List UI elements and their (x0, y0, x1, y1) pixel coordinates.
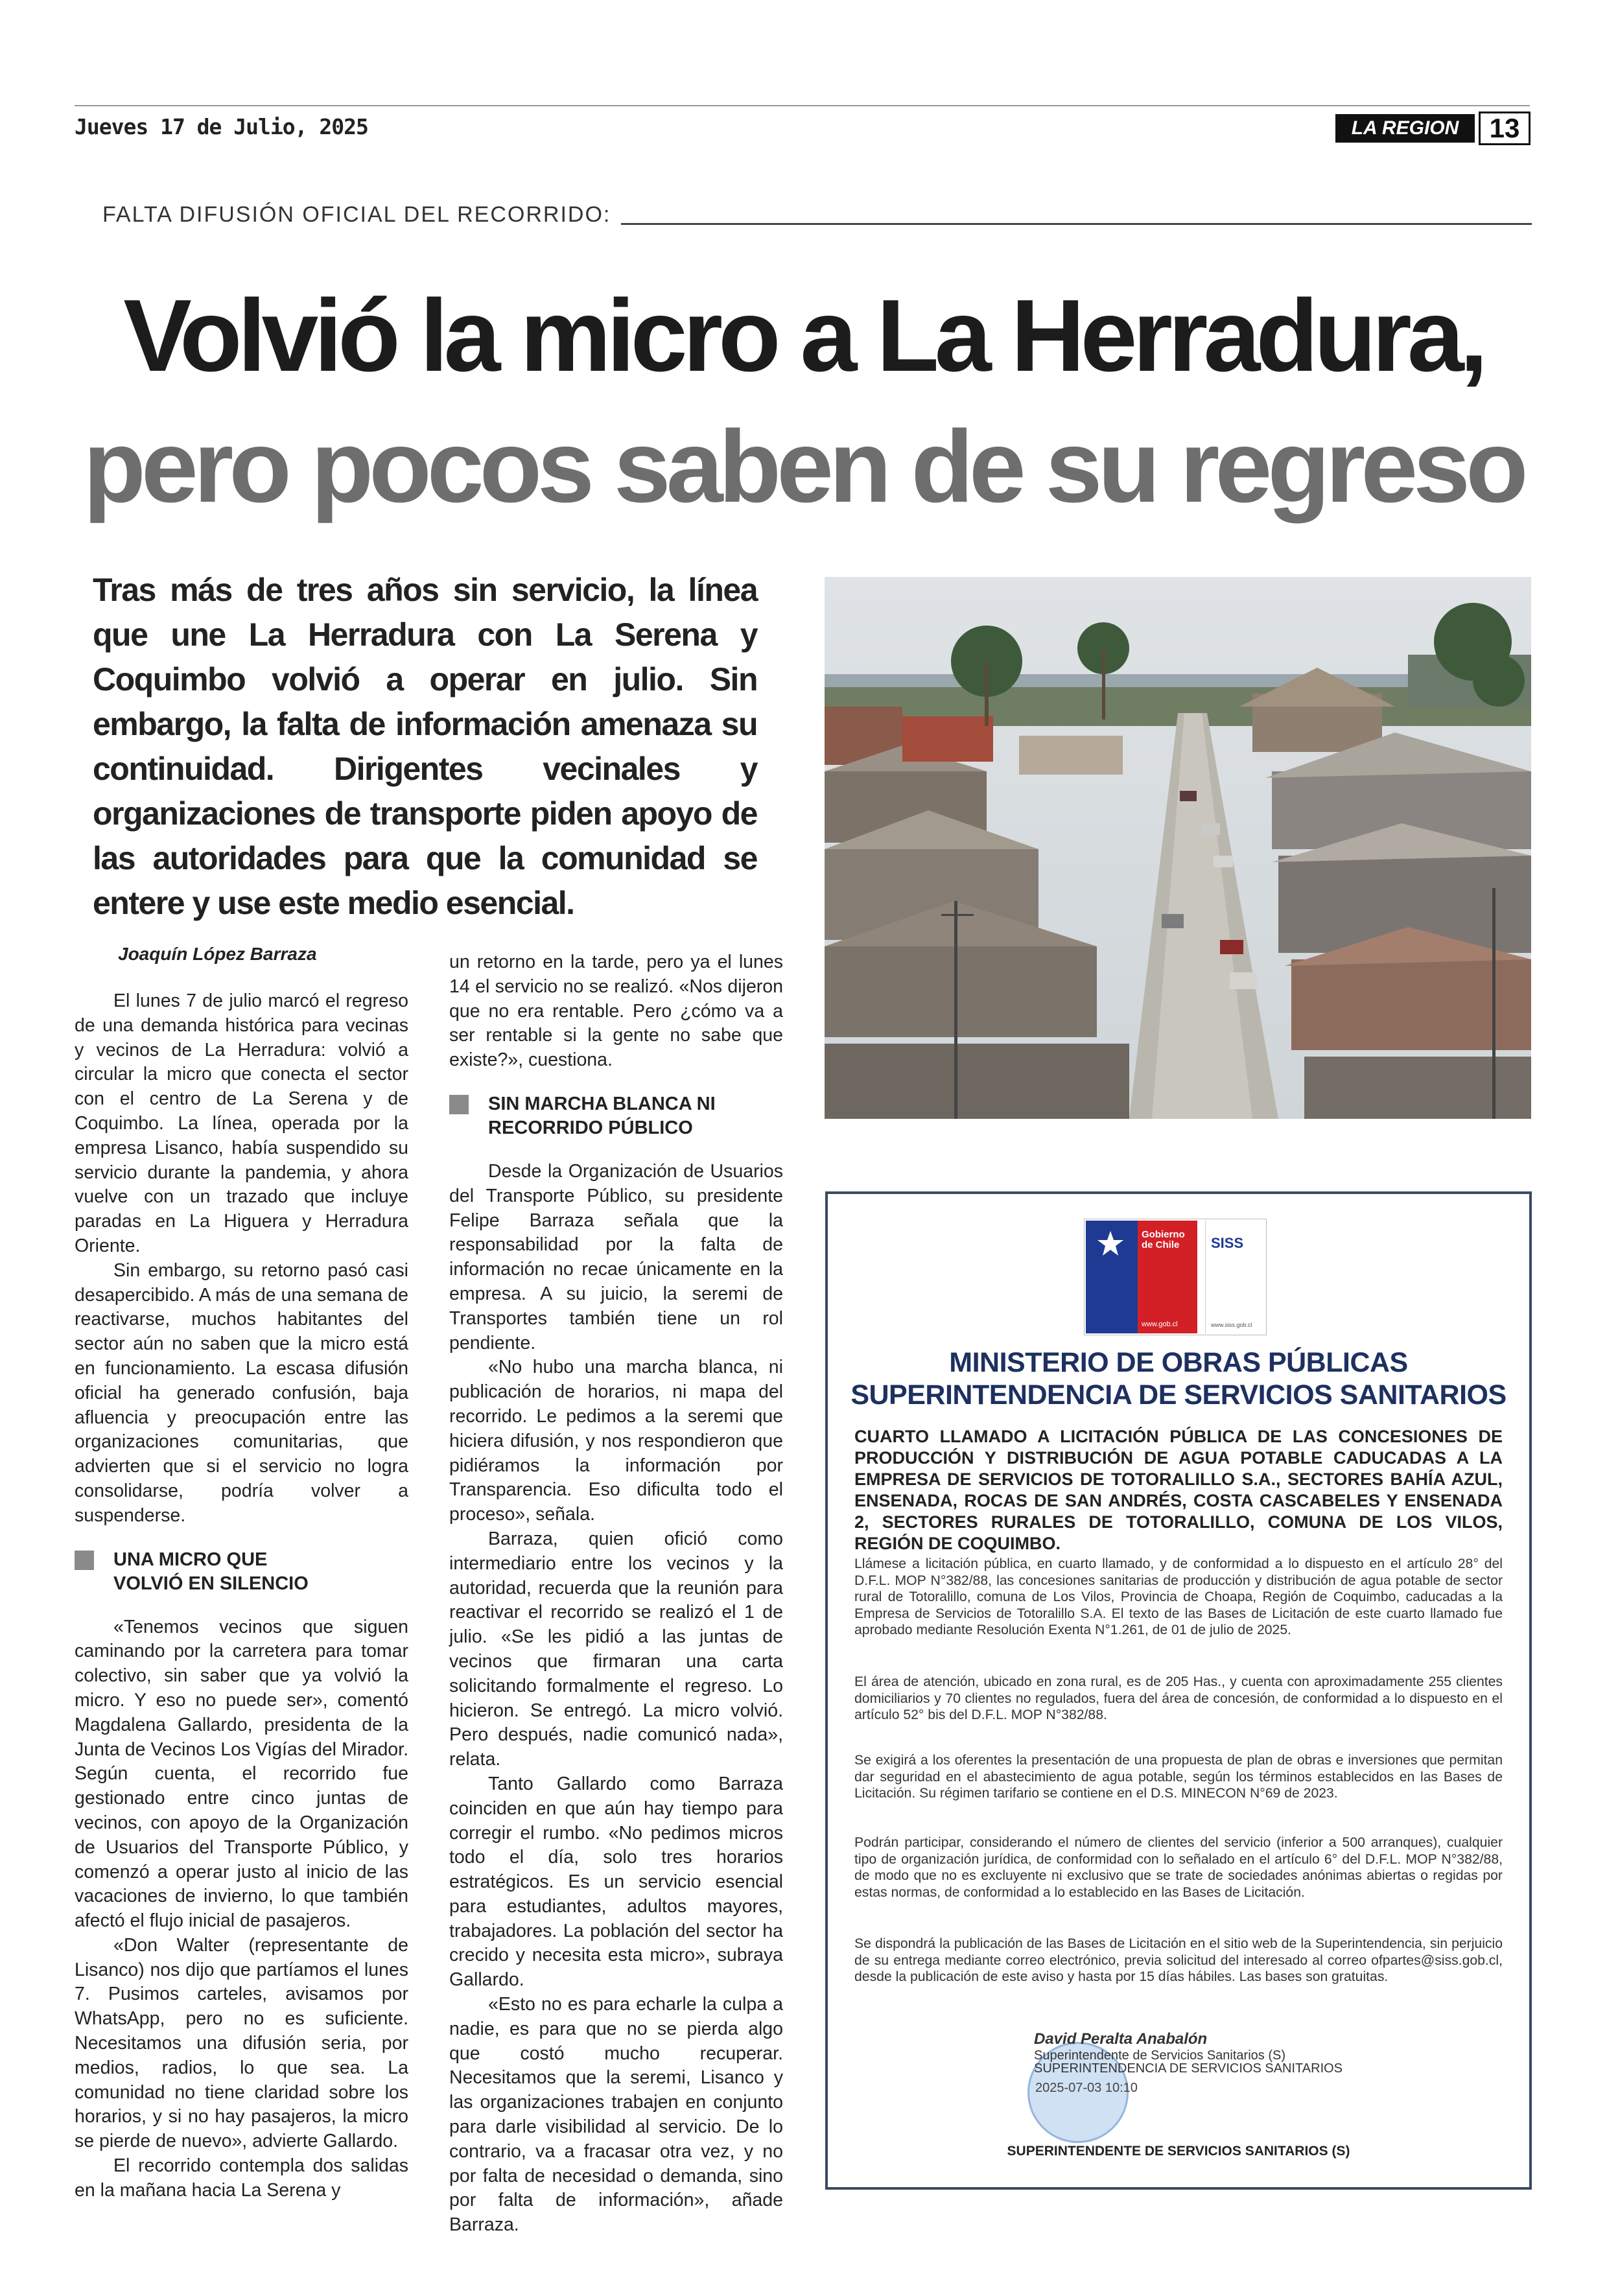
issue-date: Jueves 17 de Julio, 2025 (75, 114, 368, 139)
header-rule (75, 105, 1530, 106)
body-column-1 (75, 989, 408, 2203)
notice-paragraph: El área de atención, ubicado en zona rural, es de 205 Has., y cuenta con aproximadamente 255 clientes domiciliarios y 70 clientes no regulados, fuera del área de concesión, de conformidad a lo dispuesto en el artículo 52° bis del D.F.L. MOP N°382/88. (854, 1674, 1503, 1722)
paragraph: El lunes 7 de julio marcó el regreso de una demanda histórica para vecinas y vecinos de La Herradura: volvió a circular la micro que conecta el sector con el centro de La Serena y de Coquimbo. La línea, operada por la empresa Lisanco, había suspendido su servicio durante la pandemia, y ahora vuelve con un trazado que incluye paradas en La Higuera y Herradura Oriente. (75, 990, 408, 1256)
headline-line-1: Volvió la micro a La Herradura, (123, 279, 1484, 393)
logo-gob-url: www.gob.cl (1142, 1320, 1178, 1328)
subhead-1 (75, 1551, 408, 1596)
square-bullet-icon (449, 1095, 469, 1114)
notice-paragraph: Se exigirá a los oferentes la presentación de una propuesta de plan de obras e inversiones que permitan dar seguridad en el abastecimiento de agua potable, según los términos establecidos en las Bases de Licitación. Su régimen tarifario se contiene en el D.S. MINECON N°69 de 2023. (854, 1753, 1503, 1801)
notice-heading: CUARTO LLAMADO A LICITACIÓN PÚBLICA DE LAS CONCESIONES DE PRODUCCIÓN Y DISTRIBUCIÓN DE AGUA POTABLE CADUCADAS A LA EMPRESA DE SERVICIOS DE TOTORALILLO S.A., SECTORES BAHÍA AZUL, ENSENADA, ROCAS DE SAN ANDRÉS, COSTA CASCABELES Y ENSENADA 2, SECTORES RURALES DE TOTORALILLO, COMUNA DE LOS VILOS, REGIÓN DE COQUIMBO. (854, 1427, 1503, 1553)
paragraph: «Esto no es para echarle la culpa a nadie, es para que no se pierda algo que costó mucho recuperar. Necesitamos que la seremi, Lisanco y las organizaciones trabajen en conjunto para darle visibilidad al servicio. De lo contrario, va a fracasar otra vez, y no por falta de necesidad o demanda, sino por falta de información», añade Barraza. (449, 1994, 783, 2236)
lead-paragraph: Tras más de tres años sin servicio, la línea que une La Herradura con La Serena y Coquimbo volvió a operar en julio. Sin embargo, la falta de información amenaza su continuidad. Dirigentes vecinales y organizaciones de transporte piden apoyo de las autoridades para que la comunidad se entere y use este medio esencial. (93, 572, 757, 921)
kicker: FALTA DIFUSIÓN OFICIAL DEL RECORRIDO: (102, 202, 611, 227)
signer-name: David Peralta Anabalón (1034, 2030, 1208, 2048)
publication-name: LA REGION (1335, 114, 1475, 143)
notice-paragraph: Podrán participar, considerando el número de clientes del servicio (inferior a 500 arranques), cualquier tipo de organización jurídica, de conformidad con lo señalado en el artículo 6° del D.F.L. MOP N°382/88, de modo que no es excluyente ni exclusivo que se trate de sociedades anónimas abiertas o regidas por estas normas, de conformidad a lo establecido en las Bases de Licitación. (854, 1835, 1503, 1900)
ministry-name: MINISTERIO DE OBRAS PÚBLICAS (949, 1347, 1408, 1378)
gob-chile-logo-blue (1086, 1221, 1138, 1333)
byline: Joaquín López Barraza (118, 944, 317, 964)
subhead-1-line-1: UNA MICRO QUE (113, 1549, 268, 1570)
headline-line-2: pero pocos saben de su regreso (83, 410, 1524, 524)
notice-paragraph: Se dispondrá la publicación de las Bases de Licitación en el sitio web de la Superintendencia, sin perjuicio de su entrega mediante correo electrónico, previa solicitud del interesado al correo ofpartes@siss.gob.cl, desde la publicación de este aviso y hasta por 15 días hábiles. Las bases son gratuitas. (854, 1936, 1503, 1984)
signer-title: Superintendente de Servicios Sanitarios (S) (1034, 2048, 1285, 2063)
paragraph: un retorno en la tarde, pero ya el lunes 14 el servicio no se realizó. «Nos dijeron que no era rentable. Pero ¿cómo va a ser rentable si la gente no sabe que existe?», cuestiona. (449, 952, 783, 1071)
logo-gob-line-2: de Chile (1142, 1239, 1180, 1250)
subhead-1-line-2: VOLVIÓ EN SILENCIO (113, 1573, 309, 1594)
kicker-rule (621, 223, 1532, 225)
body-column-2 (449, 950, 783, 2238)
logo-block (1084, 1219, 1267, 1335)
siss-logo-url: www.siss.gob.cl (1211, 1322, 1252, 1328)
notice-paragraph: Llámese a licitación pública, en cuarto llamado, y de conformidad a lo dispuesto en el artículo 28° del D.F.L. MOP N°382/88, las concesiones sanitarias de producción y distribución de agua potable de sector rural de Totoralillo, comuna de Los Vilos, Provincia de Choapa, Región de Coquimbo, caducadas a la Empresa de Servicios de Totoralillo S.A. El texto de las Bases de Licitación de este cuarto llamado fue aprobado mediante Resolución Exenta N°1.261, de 01 de julio de 2025. (854, 1556, 1503, 1637)
logo-gob-line-1: Gobierno (1142, 1229, 1185, 1240)
siss-logo-text: SISS (1211, 1235, 1244, 1251)
notice-footer: SUPERINTENDENTE DE SERVICIOS SANITARIOS (S) (1007, 2144, 1350, 2159)
paragraph: Tanto Gallardo como Barraza coinciden en que aún hay tiempo para corregir el rumbo. «No pedimos micros todo el día, solo tres horarios estratégicos. Es un servicio esencial para estudiantes, adultos mayores, trabajadores. La población del sector ha crecido y necesita esta micro», subraya Gallardo. (449, 1773, 783, 1991)
signer-org: SUPERINTENDENCIA DE SERVICIOS SANITARIOS (1034, 2061, 1343, 2076)
coat-of-arms-icon (1095, 1230, 1126, 1259)
paragraph: El recorrido contempla dos salidas en la mañana hacia La Serena y (75, 2155, 408, 2201)
paragraph: Desde la Organización de Usuarios del Transporte Público, su presidente Felipe Barraza señala que la responsabilidad por la falta de información no recae únicamente en la empresa. A su juicio, la seremi de Transportes también tiene un rol pendiente. (449, 1160, 783, 1353)
signature-date: 2025-07-03 10:10 (1035, 2081, 1138, 2095)
paragraph: Barraza, quien ofició como intermediario entre los vecinos y la autoridad, recuerda que la reunión para reactivar el recorrido se realizó el 1 de julio. «Se les pidió a las juntas de vecinos que firmaran una carta solicitando formalmente el regreso. Lo hicieron. Se entregó. La micro volvió. Pero después, nadie comunicó nada», relata. (449, 1528, 783, 1770)
paragraph: Sin embargo, su retorno pasó casi desapercibido. A más de una semana de reactivarse, muchos habitantes del sector aún no saben que la micro está en funcionamiento. La escasa difusión oficial ha generado confusión, baja afluencia y preocupación entre las organizaciones comunitarias, que advierten que si el servicio no logra consolidarse, podría volver a suspenderse. (75, 1259, 408, 1526)
gob-chile-logo-red (1138, 1221, 1197, 1333)
siss-logo (1205, 1221, 1264, 1333)
page-number: 13 (1479, 111, 1531, 145)
superintendency-name: SUPERINTENDENCIA DE SERVICIOS SANITARIOS (850, 1379, 1507, 1411)
subhead-2-line-2: RECORRIDO PÚBLICO (488, 1117, 693, 1138)
square-bullet-icon (75, 1551, 94, 1570)
paragraph: «No hubo una marcha blanca, ni publicación de horarios, ni mapa del recorrido. Le pedimos a la seremi que hiciera difusión, y nos respondieron que pidiéramos la información por Transparencia. Eso dificulta todo el proceso», señala. (449, 1357, 783, 1525)
paragraph: «Tenemos vecinos que siguen caminando por la carretera para tomar colectivo, sin saber que ya volvió la micro. Y eso no puede ser», comentó Magdalena Gallardo, presidenta de la Junta de Vecinos Los Vigías del Mirador. Según cuenta, el recorrido fue gestionado entre cinco juntas de vecinos, con apoyo de la Organización de Usuarios del Transporte Público, y comenzó a operar justo al inicio de las vacaciones de invierno, lo que también afectó el flujo inicial de pasajeros. (75, 1616, 408, 1932)
subhead-2-line-1: SIN MARCHA BLANCA NI (488, 1093, 716, 1114)
paragraph: «Don Walter (representante de Lisanco) nos dijo que partíamos el lunes 7. Pusimos carteles, avisamos por WhatsApp, pero no es suficiente. Necesitamos una difusión seria, por medios, radios, lo que sea. La comunidad no tiene claridad sobre los horarios, y si no hay pasajeros, la micro se pierde de nuevo», advierte Gallardo. (75, 1934, 408, 2152)
subhead-2 (449, 1095, 783, 1140)
street-photo (825, 577, 1531, 1119)
